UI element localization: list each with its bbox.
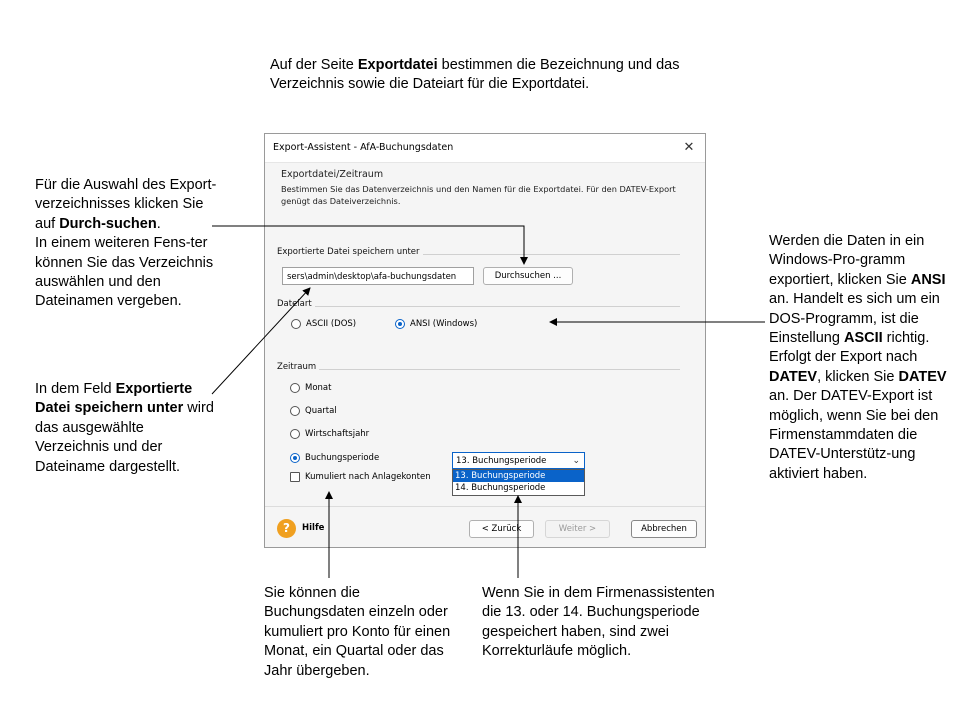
radio-month[interactable] xyxy=(290,383,331,393)
close-icon[interactable]: ✕ xyxy=(683,140,695,155)
annotation-period: Sie können die Buchungsdaten einzeln oder kumuliert pro Konto für einen Monat, ein Quartal oder das Jahr übergeben. xyxy=(264,585,451,679)
radio-quarter[interactable] xyxy=(290,406,337,416)
dialog-title: Export-Assistent - AfA-Buchungsdaten xyxy=(273,142,454,153)
booking-period-select-value: 13. Buchungsperiode xyxy=(456,456,547,466)
radio-fiscal-year-label: Wirtschaftsjahr xyxy=(305,429,370,439)
radio-month-label: Monat xyxy=(305,383,332,393)
radio-ascii[interactable] xyxy=(291,319,356,329)
title-bar xyxy=(265,134,705,163)
help-icon[interactable]: ? xyxy=(277,519,296,538)
booking-period-dropdown xyxy=(452,469,585,496)
annotation-file-type: Werden die Daten in ein Windows-Pro-gramm exportiert, klicken Sie ANSI an. Handelt es sich um ein DOS-Programm, ist die Einstellung ASCII richtig. Erfolgt der Export nach DATEV, klicken Sie DATEV an. Der DATEV-Export ist möglich, wenn Sie bei den Firmenstammdaten die DATEV-Unterstütz-ung aktiviert haben. xyxy=(769,233,947,482)
back-button[interactable]: < Zurück xyxy=(469,520,534,538)
file-group-label: Exportierte Datei speichern unter xyxy=(277,247,423,257)
booking-period-select[interactable] xyxy=(452,452,585,469)
annotation-file-field: In dem Feld Exportierte Datei speichern unter wird das ausgewählte Verzeichnis und der Dateiname dargestellt. xyxy=(35,381,214,475)
dropdown-option-13[interactable]: 13. Buchungsperiode xyxy=(453,470,584,482)
radio-quarter-label: Quartal xyxy=(305,406,337,416)
radio-month-indicator xyxy=(290,383,300,393)
help-link[interactable]: Hilfe xyxy=(302,523,325,533)
cumulated-checkbox[interactable] xyxy=(290,472,431,482)
type-group-label: Dateiart xyxy=(277,299,315,309)
cancel-button[interactable]: Abbrechen xyxy=(631,520,697,538)
annotation-browse: Für die Auswahl des Export-verzeichnisses klicken Sie auf Durch-suchen. In einem weiteren Fens-ter können Sie das Verzeichnis auswählen und den Dateinamen vergeben. xyxy=(35,177,217,310)
dropdown-option-14[interactable]: 14. Buchungsperiode xyxy=(455,483,546,493)
radio-quarter-indicator xyxy=(290,406,300,416)
type-group-divider xyxy=(280,306,680,307)
annotation-booking-period: Wenn Sie in dem Firmenassistenten die 13. oder 14. Buchungsperiode gespeichert haben, sind zwei Korrekturläufe möglich. xyxy=(482,585,715,660)
cumulated-checkbox-label: Kumuliert nach Anlagekonten xyxy=(305,472,431,482)
radio-ascii-label: ASCII (DOS) xyxy=(306,319,357,329)
radio-fiscal-year-indicator xyxy=(290,429,300,439)
radio-ascii-indicator xyxy=(291,319,301,329)
radio-ansi[interactable] xyxy=(395,319,477,329)
radio-ansi-label: ANSI (Windows) xyxy=(410,319,478,329)
radio-ansi-indicator xyxy=(395,319,405,329)
section-description: Bestimmen Sie das Datenverzeichnis und den Namen für die Exportdatei. Für den DATEV-Export genügt das Dateiverzeichnis. xyxy=(281,184,676,206)
annotation-top: Auf der Seite Exportdatei bestimmen die Bezeichnung und das Verzeichnis sowie die Dateiart für die Exportdatei. xyxy=(270,57,680,93)
radio-booking-period-label: Buchungsperiode xyxy=(305,453,380,463)
radio-booking-period[interactable] xyxy=(290,453,379,463)
browse-button[interactable]: Durchsuchen ... xyxy=(483,267,573,285)
period-group-label: Zeitraum xyxy=(277,362,319,372)
radio-booking-period-indicator xyxy=(290,453,300,463)
period-group-divider xyxy=(280,369,680,370)
footer-divider xyxy=(265,506,705,507)
wizard-header xyxy=(265,163,705,217)
next-button[interactable]: Weiter > xyxy=(545,520,610,538)
radio-fiscal-year[interactable] xyxy=(290,429,369,439)
export-wizard-dialog xyxy=(264,133,706,548)
export-path-input[interactable]: sers\admin\desktop\afa-buchungsdaten xyxy=(282,267,474,285)
section-title: Exportdatei/Zeitraum xyxy=(281,169,384,180)
chevron-down-icon: ⌄ xyxy=(572,456,580,466)
cumulated-checkbox-box xyxy=(290,472,300,482)
